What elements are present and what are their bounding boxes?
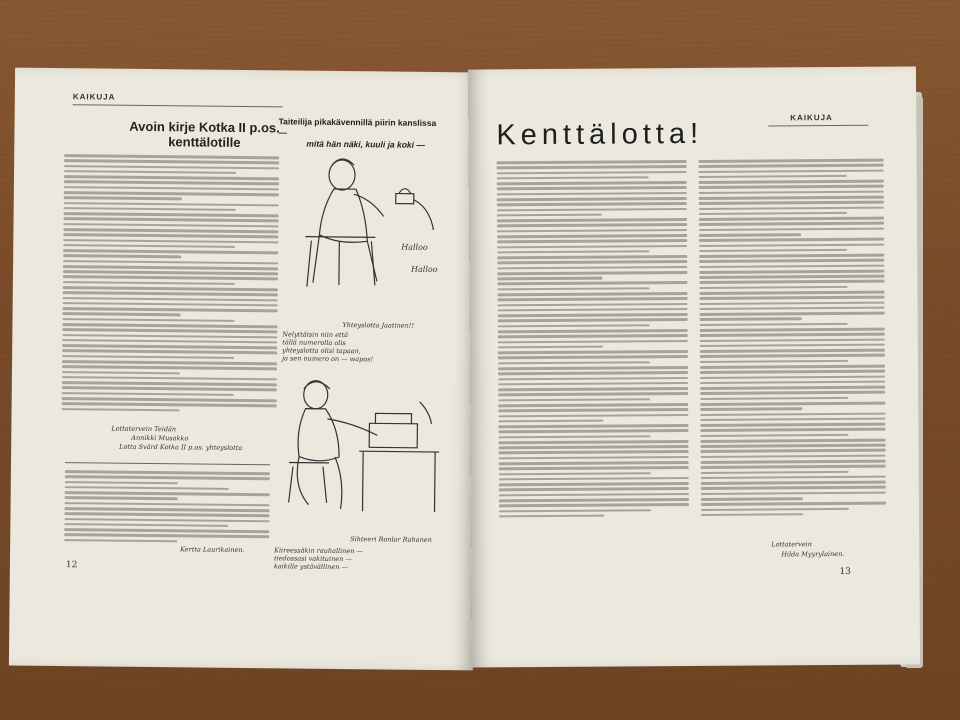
- text-line-placeholder: [63, 249, 278, 254]
- text-line-placeholder: [62, 328, 277, 333]
- text-line-placeholder: [498, 419, 603, 422]
- text-line-placeholder: [63, 244, 235, 248]
- text-line-placeholder: [62, 344, 277, 349]
- text-line-placeholder: [699, 159, 884, 163]
- text-line-placeholder: [701, 476, 886, 480]
- text-line-placeholder: [700, 301, 885, 305]
- caption-typewriter-left: [274, 546, 363, 571]
- text-line-placeholder: [64, 212, 279, 217]
- text-line-placeholder: [700, 307, 885, 311]
- letter-title: [124, 119, 284, 151]
- text-line-placeholder: [498, 366, 688, 370]
- text-line-placeholder: [63, 281, 235, 285]
- text-line-placeholder: [497, 176, 649, 180]
- text-line-placeholder: [701, 481, 886, 485]
- text-line-placeholder: [62, 360, 277, 365]
- left-head-rule: [73, 104, 283, 107]
- text-line-placeholder: [499, 461, 689, 465]
- text-line-placeholder: [64, 170, 236, 174]
- text-line-placeholder: [700, 360, 848, 364]
- text-line-placeholder: [701, 497, 803, 500]
- text-line-placeholder: [497, 229, 687, 233]
- phone-illustration: [283, 148, 445, 320]
- text-line-placeholder: [701, 449, 886, 453]
- text-line-placeholder: [64, 523, 228, 527]
- text-line-placeholder: [65, 475, 270, 480]
- text-line-placeholder: [498, 345, 603, 348]
- text-line-placeholder: [699, 175, 847, 179]
- text-line-placeholder: [497, 171, 687, 175]
- text-line-placeholder: [699, 206, 884, 210]
- caption-phone-line1: Nelyttäisin niin että: [282, 330, 349, 340]
- text-line-placeholder: [497, 266, 687, 270]
- caption-typewriter-right: Sihteeri Ronlar Rahanen: [350, 535, 432, 544]
- text-line-placeholder: [497, 192, 687, 196]
- text-line-placeholder: [62, 402, 277, 407]
- text-line-placeholder: [64, 165, 279, 170]
- text-line-placeholder: [498, 382, 688, 386]
- signature-line1: Lottatervein Teidän: [111, 424, 177, 434]
- text-line-placeholder: [700, 370, 885, 374]
- text-line-placeholder: [63, 265, 278, 270]
- text-line-placeholder: [62, 376, 277, 381]
- text-line-placeholder: [699, 190, 884, 194]
- text-line-placeholder: [701, 460, 886, 464]
- text-line-placeholder: [499, 451, 689, 455]
- text-line-placeholder: [497, 197, 687, 201]
- text-line-placeholder: [63, 223, 278, 228]
- text-line-placeholder: [699, 233, 801, 236]
- text-line-placeholder: [62, 355, 234, 359]
- signature-line2: Annikki Musakko: [131, 433, 189, 443]
- text-line-placeholder: [499, 503, 689, 507]
- text-line-placeholder: [63, 302, 278, 307]
- text-line-placeholder: [700, 402, 885, 406]
- right-page: [468, 66, 920, 667]
- text-line-placeholder: [64, 528, 269, 533]
- right-running-head: KAIKUJA: [790, 113, 833, 123]
- caption-phone-line4: ja sen numero on — wapos!: [282, 354, 374, 364]
- text-line-placeholder: [65, 502, 270, 507]
- text-line-placeholder: [498, 313, 688, 317]
- text-line-placeholder: [498, 435, 650, 439]
- caption-phone-line2: tällä numerolla olis: [282, 338, 346, 348]
- feature-title-line2: mitä hän näki, kuuli ja koki —: [306, 138, 425, 150]
- text-line-placeholder: [499, 456, 689, 460]
- text-line-placeholder: [62, 397, 277, 402]
- text-line-placeholder: [497, 287, 649, 291]
- text-line-placeholder: [699, 164, 884, 168]
- text-line-placeholder: [498, 297, 688, 301]
- text-line-placeholder: [64, 217, 279, 222]
- text-line-placeholder: [498, 318, 688, 322]
- text-line-placeholder: [63, 313, 181, 317]
- text-line-placeholder: [700, 323, 848, 327]
- text-line-placeholder: [498, 334, 688, 338]
- text-line-placeholder: [701, 491, 886, 495]
- text-line-placeholder: [498, 350, 688, 354]
- text-line-placeholder: [499, 466, 689, 470]
- text-line-placeholder: [64, 512, 269, 517]
- right-signature: [771, 539, 844, 560]
- caption-typewriter-line1: Kiireessäkin rauhallinen —: [274, 546, 364, 556]
- main-title: Kenttälotta!: [496, 117, 704, 152]
- text-line-placeholder: [699, 201, 884, 205]
- text-line-placeholder: [498, 392, 688, 396]
- text-line-placeholder: [700, 344, 885, 348]
- text-line-placeholder: [498, 355, 688, 359]
- text-line-placeholder: [63, 286, 278, 291]
- signature-line3: Lotta Svärd Kotka II p.os. yhteyslotta: [119, 442, 243, 452]
- text-line-placeholder: [700, 318, 802, 321]
- left-page: [9, 68, 479, 671]
- text-line-placeholder: [699, 280, 884, 284]
- text-line-placeholder: [63, 291, 278, 296]
- text-line-placeholder: [62, 386, 277, 391]
- text-line-placeholder: [498, 329, 688, 333]
- text-line-placeholder: [699, 180, 884, 184]
- text-line-placeholder: [64, 196, 182, 200]
- text-line-placeholder: [499, 482, 689, 486]
- text-line-placeholder: [497, 165, 687, 169]
- text-line-placeholder: [700, 349, 885, 353]
- text-line-placeholder: [499, 509, 651, 513]
- text-line-placeholder: [699, 238, 884, 242]
- text-line-placeholder: [65, 507, 270, 512]
- text-line-placeholder: [499, 514, 604, 517]
- text-line-placeholder: [62, 350, 277, 355]
- text-line-placeholder: [497, 239, 687, 243]
- text-line-placeholder: [62, 392, 234, 396]
- text-line-placeholder: [498, 308, 688, 312]
- text-line-placeholder: [62, 323, 277, 328]
- caption-top-right: Yhteyslotta Jaatinen!!: [342, 321, 415, 330]
- text-line-placeholder: [64, 202, 279, 207]
- text-line-placeholder: [65, 486, 229, 490]
- text-line-placeholder: [699, 227, 884, 231]
- text-line-placeholder: [497, 282, 687, 286]
- left-page-number: 12: [65, 560, 78, 571]
- letter-text-column: [62, 154, 280, 415]
- left-running-head: KAIKUJA: [72, 92, 116, 102]
- phone-text-2: Halloo: [411, 264, 438, 275]
- text-line-placeholder: [700, 312, 885, 316]
- text-line-placeholder: [63, 239, 278, 244]
- text-line-placeholder: [699, 249, 847, 253]
- text-line-placeholder: [701, 454, 886, 458]
- text-line-placeholder: [700, 328, 885, 332]
- caption-typewriter-line2: tiedossasi vakituinen —: [273, 554, 352, 564]
- text-line-placeholder: [498, 303, 688, 307]
- text-line-placeholder: [699, 275, 884, 279]
- text-line-placeholder: [65, 481, 178, 485]
- text-line-placeholder: [699, 270, 884, 274]
- text-line-placeholder: [64, 186, 279, 191]
- text-line-placeholder: [64, 191, 279, 196]
- text-line-placeholder: [63, 228, 278, 233]
- article-text-column-1: [497, 160, 690, 520]
- text-line-placeholder: [64, 518, 269, 523]
- text-line-placeholder: [65, 491, 270, 496]
- text-line-placeholder: [497, 160, 687, 164]
- text-line-placeholder: [63, 307, 278, 312]
- text-line-placeholder: [64, 207, 236, 211]
- text-line-placeholder: [497, 218, 687, 222]
- text-line-placeholder: [63, 270, 278, 275]
- text-line-placeholder: [497, 234, 687, 238]
- right-signature-line2: Hilda Myyrylainen.: [781, 549, 845, 559]
- caption-typewriter-line3: kaikille ystävällinen —: [273, 562, 349, 572]
- text-line-placeholder: [701, 444, 886, 448]
- text-line-placeholder: [65, 497, 178, 501]
- feature-title-line1: Taiteilija pikakävennillä piirin kanslissa —: [278, 116, 437, 138]
- text-line-placeholder: [700, 434, 848, 438]
- text-line-placeholder: [700, 428, 885, 432]
- text-line-placeholder: [62, 334, 277, 339]
- text-line-placeholder: [699, 264, 884, 268]
- text-line-placeholder: [62, 408, 180, 412]
- text-line-placeholder: [64, 539, 177, 543]
- text-line-placeholder: [700, 386, 885, 390]
- text-line-placeholder: [700, 412, 885, 416]
- text-line-placeholder: [699, 291, 884, 295]
- text-line-placeholder: [499, 498, 689, 502]
- text-line-placeholder: [498, 340, 688, 344]
- text-line-placeholder: [63, 260, 278, 265]
- text-line-placeholder: [699, 286, 847, 290]
- text-line-placeholder: [62, 339, 277, 344]
- text-line-placeholder: [498, 414, 688, 418]
- text-line-placeholder: [699, 185, 884, 189]
- text-line-placeholder: [499, 472, 651, 476]
- text-line-placeholder: [701, 486, 886, 490]
- feature-title: [278, 116, 438, 151]
- text-line-placeholder: [497, 186, 687, 190]
- text-line-placeholder: [497, 277, 602, 280]
- text-line-placeholder: [497, 223, 687, 227]
- text-line-placeholder: [498, 377, 688, 381]
- text-line-placeholder: [65, 470, 270, 475]
- text-line-placeholder: [498, 371, 688, 375]
- text-line-placeholder: [700, 397, 848, 401]
- text-line-placeholder: [700, 391, 885, 395]
- text-line-placeholder: [63, 297, 278, 302]
- right-head-rule: [768, 125, 868, 127]
- text-line-placeholder: [498, 429, 688, 433]
- text-line-placeholder: [700, 407, 802, 410]
- text-line-placeholder: [701, 471, 849, 475]
- letter-title-line1: Avoin kirje Kotka II p.os.: [129, 118, 280, 136]
- text-line-placeholder: [700, 375, 885, 379]
- text-line-placeholder: [700, 365, 885, 369]
- text-line-placeholder: [498, 387, 688, 391]
- text-line-placeholder: [497, 213, 602, 216]
- text-line-placeholder: [700, 338, 885, 342]
- text-line-placeholder: [64, 159, 279, 164]
- letter-title-line2: kenttälotille: [168, 134, 241, 150]
- text-line-placeholder: [701, 439, 886, 443]
- text-line-placeholder: [699, 196, 884, 200]
- phone-text-1: Halloo: [401, 242, 428, 252]
- lower-text-column: [64, 470, 270, 546]
- text-line-placeholder: [699, 254, 884, 258]
- text-line-placeholder: [498, 324, 650, 328]
- left-section-rule: [65, 462, 270, 465]
- text-line-placeholder: [497, 202, 687, 206]
- text-line-placeholder: [498, 361, 650, 365]
- right-page-number: 13: [839, 566, 851, 577]
- text-line-placeholder: [701, 465, 886, 469]
- text-line-placeholder: [63, 233, 278, 238]
- text-line-placeholder: [498, 424, 688, 428]
- text-line-placeholder: [497, 292, 687, 296]
- text-line-placeholder: [699, 212, 847, 216]
- text-line-placeholder: [700, 417, 885, 421]
- article-text-column-2: [699, 159, 887, 519]
- text-line-placeholder: [497, 250, 649, 254]
- text-line-placeholder: [63, 254, 181, 258]
- text-line-placeholder: [63, 276, 278, 281]
- text-line-placeholder: [700, 296, 885, 300]
- text-line-placeholder: [699, 259, 884, 263]
- text-line-placeholder: [699, 243, 884, 247]
- right-signature-line1: Lottatervein: [771, 540, 812, 549]
- typewriter-illustration: [278, 370, 450, 532]
- text-line-placeholder: [497, 208, 687, 212]
- text-line-placeholder: [64, 154, 279, 159]
- text-line-placeholder: [701, 513, 803, 516]
- caption-phone-left: [282, 330, 373, 363]
- text-line-placeholder: [497, 260, 687, 264]
- text-line-placeholder: [701, 502, 886, 506]
- text-line-placeholder: [62, 381, 277, 386]
- text-line-placeholder: [497, 181, 687, 185]
- text-line-placeholder: [498, 408, 688, 412]
- text-line-placeholder: [699, 169, 884, 173]
- text-line-placeholder: [700, 423, 885, 427]
- text-line-placeholder: [499, 445, 689, 449]
- text-line-placeholder: [701, 507, 849, 511]
- text-line-placeholder: [498, 403, 688, 407]
- text-line-placeholder: [498, 398, 650, 402]
- text-line-placeholder: [499, 493, 689, 497]
- text-line-placeholder: [62, 318, 234, 322]
- text-line-placeholder: [62, 371, 180, 375]
- text-line-placeholder: [699, 217, 884, 221]
- text-line-placeholder: [64, 534, 269, 539]
- text-line-placeholder: [700, 354, 885, 358]
- text-line-placeholder: [497, 245, 687, 249]
- text-line-placeholder: [497, 271, 687, 275]
- bottom-signature: Kertta Laurikainen.: [180, 545, 245, 555]
- text-line-placeholder: [499, 477, 689, 481]
- text-line-placeholder: [700, 333, 885, 337]
- letter-signature: [111, 425, 242, 453]
- text-line-placeholder: [497, 255, 687, 259]
- caption-phone-line3: yhteyslotta olisi tapaan,: [282, 346, 361, 356]
- text-line-placeholder: [699, 222, 884, 226]
- text-line-placeholder: [64, 175, 279, 180]
- text-line-placeholder: [64, 181, 279, 186]
- text-line-placeholder: [499, 487, 689, 491]
- text-line-placeholder: [62, 365, 277, 370]
- text-line-placeholder: [700, 380, 885, 384]
- text-line-placeholder: [499, 440, 689, 444]
